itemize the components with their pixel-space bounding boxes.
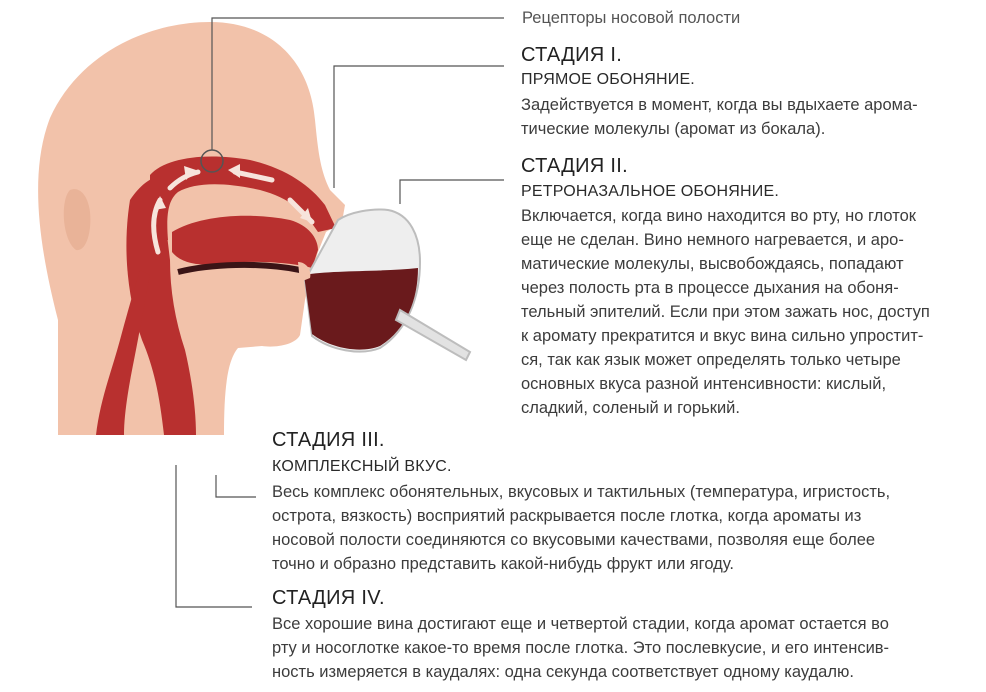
stage-3-subtitle: КОМПЛЕКСНЫЙ ВКУС. — [272, 458, 452, 475]
stage-3-body — [272, 480, 890, 576]
stage-3-title: СТАДИЯ III. — [272, 429, 385, 451]
body-line: точно и образно представить какой-нибудь фрукт или ягоду. — [272, 555, 734, 573]
stage-1-body — [521, 93, 918, 141]
wine-glass-stem — [396, 310, 470, 360]
body-line: сладкий, соленый и горький. — [521, 399, 740, 417]
body-line: ся, так как язык может определять только четыре — [521, 351, 901, 369]
body-line: через полость рта в процессе дыхания на обоня- — [521, 279, 899, 297]
body-line: матические молекулы, высвобождаясь, попадают — [521, 255, 904, 273]
wine-liquid — [304, 268, 418, 350]
oral-cavity — [172, 216, 318, 268]
receptor-label: Рецепторы носовой полости — [522, 9, 741, 27]
body-line: Весь комплекс обонятельных, вкусовых и тактильных (температура, игристость, — [272, 483, 891, 501]
stage-4-body — [272, 612, 889, 684]
body-line: рту и носоглотке какое-то время после глотка. Это послевкусие, и его интенсив- — [272, 639, 890, 657]
body-line: ность измеряется в каудалях: одна секунда соответствует одному каудалю. — [272, 663, 854, 681]
body-line: Включается, когда вино находится во рту, но глоток — [521, 207, 917, 225]
stage-2-body — [521, 204, 930, 420]
stage-2-title: СТАДИЯ II. — [521, 155, 628, 177]
body-line: к аромату прекратится и вкус вина сильно упростит- — [521, 327, 924, 345]
body-line: еще не сделан. Вино немного нагревается, и аро- — [521, 231, 904, 249]
body-line: Задействуется в момент, когда вы вдыхаете арома- — [521, 96, 918, 114]
stage-1-title: СТАДИЯ I. — [521, 44, 623, 66]
body-line: Все хорошие вина достигают еще и четвертой стадии, когда аромат остается во — [272, 615, 889, 633]
stage-2-subtitle: РЕТРОНАЗАЛЬНОЕ ОБОНЯНИЕ. — [521, 183, 780, 200]
body-line: острота, вязкость) восприятий раскрывается после глотка, когда ароматы из — [272, 507, 862, 525]
stage-4-title: СТАДИЯ IV. — [272, 587, 385, 609]
body-line: тические молекулы (аромат из бокала). — [521, 120, 826, 138]
body-line: носовой полости соединяются со вкусовыми качествами, позволяя еще более — [272, 531, 876, 549]
stage-1-subtitle: ПРЯМОЕ ОБОНЯНИЕ. — [521, 71, 695, 88]
body-line: основных вкуса разной интенсивности: кислый, — [521, 375, 887, 393]
body-line: тельный эпителий. Если при этом зажать нос, доступ — [521, 303, 930, 321]
